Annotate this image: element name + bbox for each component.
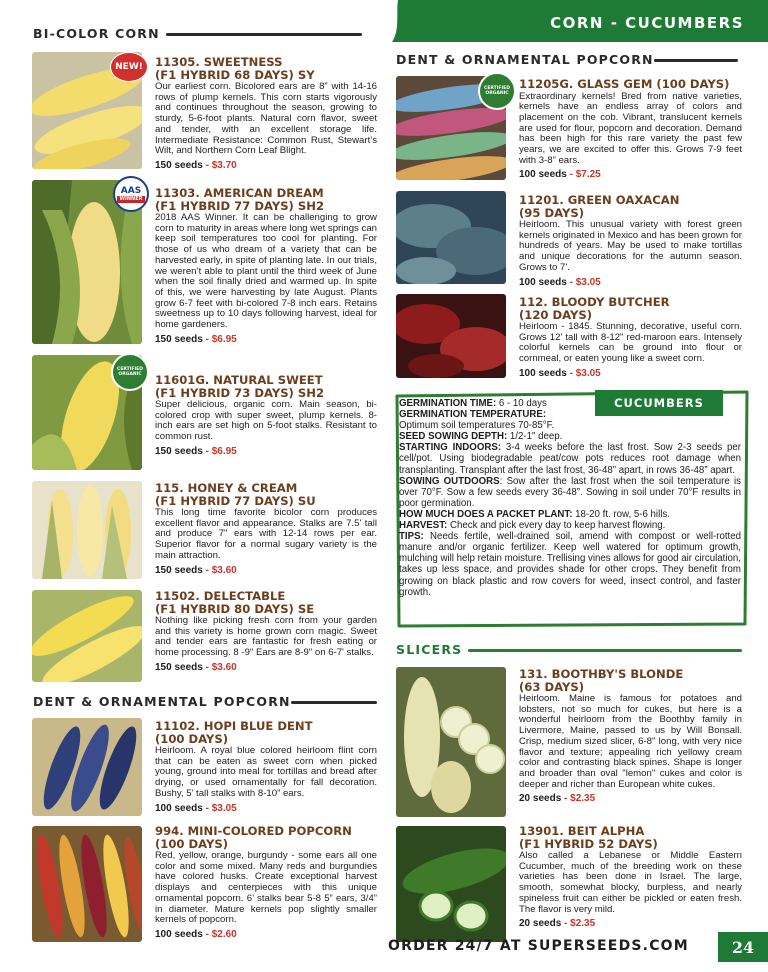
product-price — [155, 334, 377, 345]
product-subtitle: (95 DAYS) — [519, 205, 584, 220]
price-amount: - $6.95 — [205, 445, 237, 457]
product-price — [155, 565, 377, 576]
photo-hopi-blue-corn — [32, 718, 142, 816]
price-amount: - $6.95 — [205, 333, 237, 345]
page-number: 24 — [718, 932, 768, 962]
new-badge: NEW! — [110, 52, 148, 82]
product-price — [519, 918, 742, 929]
product-title: 11502. DELECTABLE — [155, 589, 286, 603]
product-subtitle: (F1 HYBRID 73 DAYS) SH2 — [155, 385, 325, 400]
seed-quantity: 100 seeds — [155, 802, 203, 814]
seed-quantity: 150 seeds — [155, 445, 203, 457]
price-amount: - $3.60 — [205, 661, 237, 673]
product-title: 994. MINI-COLORED POPCORN — [155, 824, 352, 838]
product-price — [155, 446, 377, 457]
price-amount: - $3.05 — [205, 802, 237, 814]
info-sowing-outdoors — [399, 476, 741, 509]
price-amount: - $3.05 — [569, 276, 601, 288]
info-label: GERMINATION TIME: — [399, 398, 497, 409]
product-description: Super delicious, organic corn. Main season, bi-colored crop with super sweet, plump kernels. 8-inch ears are set high on 5-foot stalks. Resistant to common rust. — [155, 399, 377, 443]
aas-badge-text: AAS — [120, 185, 142, 196]
product-subtitle: (120 DAYS) — [519, 307, 593, 322]
header-category: CORN - CUCUMBERS — [550, 14, 744, 32]
product-american-dream — [155, 187, 377, 345]
seed-quantity: 150 seeds — [155, 661, 203, 673]
product-description: Heirloom - 1845. Stunning, decorative, useful corn. Grows 12' tall with 8-12" red-maroon ears. Intensely colorful kernels can be ground into flour or cornmeal, or eaten young like a sweet corn. — [519, 321, 742, 365]
info-value: Needs fertile, well-drained soil, amend with compost or well-rotted manure and/or organic fertilizer. Keep well watered for optimum growth, mulching will help retain moisture. Trellising vines allows for good air circulation, takes up less space, and provides shade for other crops. They benefit from growing on black plastic and row covers for weed, insect control, and faster growth. — [399, 531, 741, 598]
seed-quantity: 20 seeds — [519, 918, 562, 930]
product-description: Heirloom. This unusual variety with forest green kernels originated in Mexico and has been grown for hundreds of years. May be used to make tortillas and unique decorations for the autumn season. Grows to 7'. — [519, 219, 742, 273]
product-title: 112. BLOODY BUTCHER — [519, 295, 670, 309]
info-harvest — [399, 520, 741, 531]
product-description: Extraordinary kernels! Bred from native varieties, kernels have an endless array of colors and placement on the cob. Vibrant, translucent kernels are used for flour, popcorn and decoration. Demand has been high for this rare variety the past few years, we are excited to offer this. Grows 7-9 feet with 3-8” ears. — [519, 90, 742, 166]
product-delectable — [155, 590, 377, 673]
info-germination-time — [399, 398, 741, 409]
product-title: 11205G. GLASS GEM (100 DAYS) — [519, 77, 730, 91]
aas-badge-winner: WINNER — [119, 195, 143, 202]
product-description: Red, yellow, orange, burgundy - some ears all one color and some mixed. Many reds and burgundies have colored husks. Create exceptional harvest displays and centerpieces with this unique ornamental popcorn. 6’ stalks bear 5-8 5” ears, 3/4” in diameter. Mature kernels pop slightly smaller kernels of popcorn. — [155, 850, 377, 926]
info-germination-temp — [399, 409, 741, 420]
seed-quantity: 20 seeds — [519, 793, 562, 805]
product-title: 11305. SWEETNESS — [155, 55, 283, 69]
product-boothbys-blonde — [519, 668, 742, 804]
price-amount: - $2.60 — [205, 928, 237, 940]
info-optimum-temp — [399, 420, 741, 431]
product-mini-colored-popcorn — [155, 825, 377, 940]
photo-beit-alpha-cucumber — [396, 826, 506, 942]
product-subtitle: (63 DAYS) — [519, 679, 584, 694]
product-description: Heirloom. Maine is famous for potatoes and lobsters, not so much for cukes, but here is a wonderful heirloom from the Boothby family in Livermore, Maine, passed to us by Will Bonsall. Crisp, medium sized slicer, 6-8" long, with very nice flavor and texture; appealing rich yellowy cream color and contrasting black spines. Shape is longer and broader than oval "lemon" cukes and color is deeper and richer than European white cukes. — [519, 693, 742, 790]
price-amount: - $7.25 — [569, 169, 601, 181]
section-divider — [654, 59, 738, 62]
section-divider — [291, 701, 377, 704]
product-subtitle: (F1 HYBRID 77 DAYS) SH2 — [155, 198, 325, 213]
order-online-link[interactable]: ORDER 24/7 AT SUPERSEEDS.COM — [388, 938, 689, 954]
growing-info-text — [399, 398, 741, 598]
product-subtitle: (F1 HYBRID 77 DAYS) SU — [155, 493, 316, 508]
product-price — [519, 169, 742, 180]
info-value: 18-20 ft. row, 5-6 hills. — [572, 508, 670, 520]
product-title: 11102. HOPI BLUE DENT — [155, 719, 313, 733]
seed-quantity: 100 seeds — [519, 367, 567, 379]
seed-quantity: 100 seeds — [519, 169, 567, 181]
info-label: HOW MUCH DOES A PACKET PLANT: — [399, 508, 573, 520]
product-price — [519, 277, 742, 288]
product-title: 131. BOOTHBY'S BLONDE — [519, 667, 684, 681]
product-price — [519, 793, 742, 804]
photo-honey-cream-corn — [32, 481, 142, 579]
info-value: 3-4 weeks before the last frost. Sow 2-3 seeds per cell/pot. Using biodegradable peat/cow pots reduces root damage when transplanting. Transplant after the last frost, 36-48” apart, in rows 36-48” apart. — [399, 442, 742, 476]
section-divider — [166, 33, 362, 36]
info-label: HARVEST: — [399, 520, 448, 532]
section-bicolor-corn: BI-COLOR CORN — [33, 26, 160, 41]
info-label: SOWING OUTDOORS — [399, 475, 500, 487]
price-amount: - $2.35 — [564, 793, 596, 805]
section-divider — [468, 649, 742, 652]
info-label: STARTING INDOORS: — [399, 442, 502, 454]
info-packet-plant — [399, 509, 741, 520]
product-title: 115. HONEY & CREAM — [155, 481, 298, 495]
product-price — [155, 803, 377, 814]
product-subtitle: (100 DAYS) — [155, 731, 229, 746]
price-amount: - $2.35 — [564, 918, 596, 930]
info-sowing-depth — [399, 431, 741, 442]
info-value: 6 - 10 days — [496, 398, 547, 409]
product-price — [155, 929, 377, 940]
product-description: Also called a Lebanese or Middle Eastern Cucumber, much of the breeding work on these varieties has been done in Israel. The large, smooth, somewhat blocky, burpless, and nearly spineless fruit can either be pickled or eaten fresh. The flavor is very mild. — [519, 850, 742, 915]
product-description: Nothing like picking fresh corn from your garden and this variety is home grown corn magic. Sweet and tender ears are fantastic for fresh eating or home processing. 8 -9" Ears are 8-9" on 6-7' stalks. — [155, 615, 377, 659]
info-label: SEED SOWING DEPTH: — [399, 431, 508, 443]
info-label: TIPS: — [399, 531, 424, 543]
section-dent-popcorn-left: DENT & ORNAMENTAL POPCORN — [33, 694, 291, 709]
section-slicers: SLICERS — [396, 642, 463, 657]
product-price — [155, 662, 377, 673]
product-green-oaxacan — [519, 194, 742, 288]
organic-badge: CERTIFIED ORGANIC — [478, 72, 516, 110]
product-subtitle: (F1 HYBRID 52 DAYS) — [519, 836, 658, 851]
aas-winner-badge — [113, 176, 149, 212]
seed-quantity: 150 seeds — [155, 159, 203, 171]
product-price — [155, 160, 377, 171]
info-value: Check and pick every day to keep harvest flowing. — [447, 520, 666, 532]
product-title: 11303. AMERICAN DREAM — [155, 186, 324, 200]
info-value: : Sow after the last frost when the soil temperature is over 70°F. Sow a few seeds every 36-48”. Sowing in soil under 70°F results in poor germination. — [399, 475, 741, 509]
product-subtitle: (F1 HYBRID 68 DAYS) SY — [155, 67, 315, 82]
product-bloody-butcher — [519, 296, 742, 379]
photo-boothbys-blonde-cucumber — [396, 667, 506, 817]
product-subtitle: (F1 HYBRID 80 DAYS) SE — [155, 601, 315, 616]
product-honey-cream — [155, 482, 377, 576]
price-amount: - $3.70 — [205, 159, 237, 171]
organic-badge: CERTIFIED ORGANIC — [111, 353, 149, 391]
seed-quantity: 150 seeds — [155, 564, 203, 576]
cucumbers-label: CUCUMBERS — [595, 390, 723, 416]
info-label: GERMINATION TEMPERATURE: — [399, 409, 547, 421]
info-tips — [399, 531, 741, 598]
seed-quantity: 150 seeds — [155, 333, 203, 345]
product-title: 11201. GREEN OAXACAN — [519, 193, 680, 207]
product-description: Our earliest corn. Bicolored ears are 8” with 14-16 rows of plump kernels. This corn starts vigorously and continues throughout the season, growing to sturdy, 5-6-foot plants. Natural corn flavor, sweet and tender, with an excellent storage life. Intermediate Resistance: Common Rust, Stewart’s Wilt, and Northern Corn Leaf Blight. — [155, 81, 377, 157]
product-subtitle: (100 DAYS) — [155, 836, 229, 851]
product-beit-alpha — [519, 825, 742, 929]
photo-delectable-corn — [32, 590, 142, 682]
product-glass-gem — [519, 78, 742, 180]
photo-bloody-butcher-corn — [396, 294, 506, 378]
product-title: 13901. BEIT ALPHA — [519, 824, 645, 838]
product-description: Heirloom. A royal blue colored heirloom flint corn that can be eaten as sweet corn when picked young, ground into meal for tortillas and bread after drying, or used ornamentally for fall decoration. Bushy, 5’ tall stalks with 8-10” ears. — [155, 745, 377, 799]
price-amount: - $3.60 — [205, 564, 237, 576]
seed-quantity: 100 seeds — [155, 928, 203, 940]
product-title: 11601G. NATURAL SWEET — [155, 373, 323, 387]
seed-quantity: 100 seeds — [519, 276, 567, 288]
product-sweetness — [155, 56, 377, 171]
info-value: 1/2-1" deep. — [507, 431, 563, 443]
product-description: This long time favorite bicolor corn produces excellent flavor and appearance. Stalks are 7.5' tall and produce 7" ears with 12-14 rows per ear. Superior flavor for a normal sugary variety is the main attraction. — [155, 507, 377, 561]
info-starting-indoors — [399, 442, 741, 475]
section-dent-popcorn-right: DENT & ORNAMENTAL POPCORN — [396, 52, 654, 67]
product-natural-sweet — [155, 374, 377, 457]
product-price — [519, 368, 742, 379]
photo-mini-colored-popcorn — [32, 826, 142, 942]
product-hopi-blue-dent — [155, 720, 377, 814]
price-amount: - $3.05 — [569, 367, 601, 379]
photo-green-oaxacan-corn — [396, 191, 506, 284]
product-description: 2018 AAS Winner. It can be challenging to grow corn to maturity in areas where long wet springs can keep soil temperatures too cool for planting. For those of us who dream of a variety that can be harvested early, in spite of planting late. In our trials, we weren’t able to plant until the third week of June when the soil finally dried and warmed up. In spite of this, we were harvesting by late August. Plants grow 6-7 feet with bi-colored 7-8 inch ears. Retains sweetness up to 10 days following harvest, ideal for home gardeners. — [155, 212, 377, 331]
info-value: Optimum soil temperatures 70-85°F. — [399, 420, 555, 432]
